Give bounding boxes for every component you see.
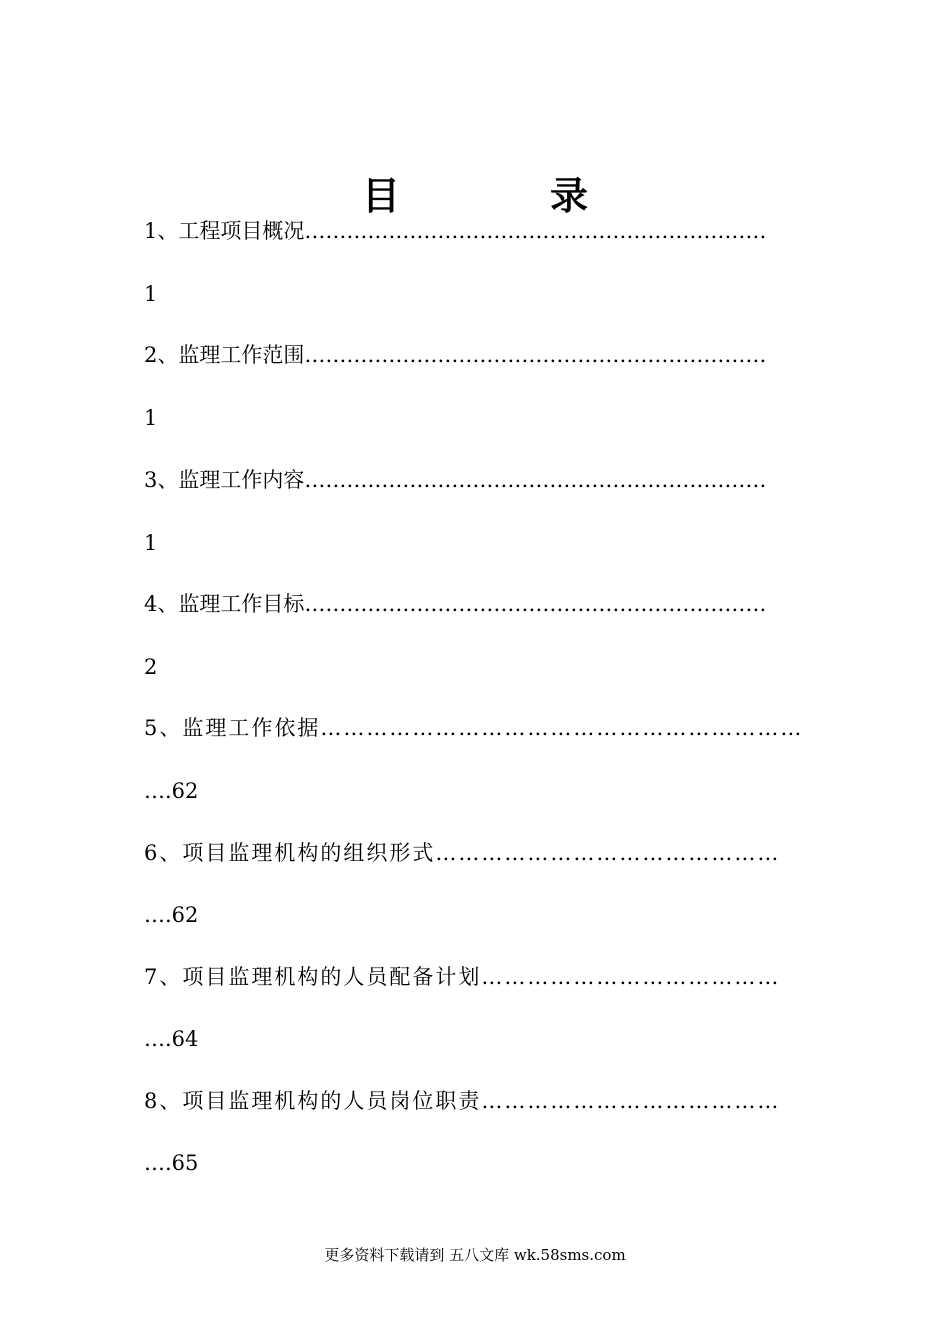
- toc-entry-4[interactable]: [144, 589, 806, 619]
- toc-entry-leader: …………………………………………………………: [304, 468, 767, 492]
- toc-entry-leader: …………………………………: [481, 965, 781, 989]
- toc-entry-leader: …………………………………………………………: [304, 219, 767, 243]
- toc-entry-label: 4、监理工作目标: [144, 592, 305, 616]
- toc-entry-leader: ………………………………………: [435, 841, 781, 865]
- toc-title: 目 录: [361, 173, 644, 218]
- toc-entry-label: 1、工程项目概况: [144, 219, 305, 243]
- toc-entry-page: ….62: [144, 903, 199, 927]
- toc-entry-page: 1: [144, 406, 158, 430]
- toc-entry-1[interactable]: [144, 216, 806, 246]
- toc-entry-page: 1: [144, 531, 158, 555]
- toc-entry-label: 5、监理工作依据: [144, 716, 321, 740]
- toc-entry-6[interactable]: [144, 838, 806, 868]
- toc-entry-leader: …………………………………………………………: [304, 592, 767, 616]
- toc-entry-leader: …………………………………: [481, 1089, 781, 1113]
- toc-entry-page: 1: [144, 282, 158, 306]
- toc-entry-label: 7、项目监理机构的人员配备计划: [144, 965, 482, 989]
- toc-entry-5[interactable]: [144, 713, 806, 743]
- toc-entry-page: ….65: [144, 1151, 199, 1175]
- toc-entry-label: 2、监理工作范围: [144, 343, 305, 367]
- toc-entry-7[interactable]: [144, 962, 806, 992]
- toc-entry-label: 3、监理工作内容: [144, 468, 305, 492]
- toc-entry-page: 2: [144, 655, 158, 679]
- footer-note: 更多资料下载请到 五八文库 wk.58sms.com: [324, 1246, 626, 1264]
- toc-entry-page: ….64: [144, 1027, 199, 1051]
- toc-entry-leader: ………………………………………………………: [320, 716, 804, 740]
- toc-entry-page: ….62: [144, 779, 199, 803]
- toc-entry-leader: …………………………………………………………: [304, 343, 767, 367]
- toc-entry-8[interactable]: [144, 1086, 806, 1116]
- toc-entry-label: 8、项目监理机构的人员岗位职责: [144, 1089, 482, 1113]
- toc-entry-3[interactable]: [144, 465, 806, 495]
- toc-entry-2[interactable]: [144, 340, 806, 370]
- toc-entry-label: 6、项目监理机构的组织形式: [144, 841, 436, 865]
